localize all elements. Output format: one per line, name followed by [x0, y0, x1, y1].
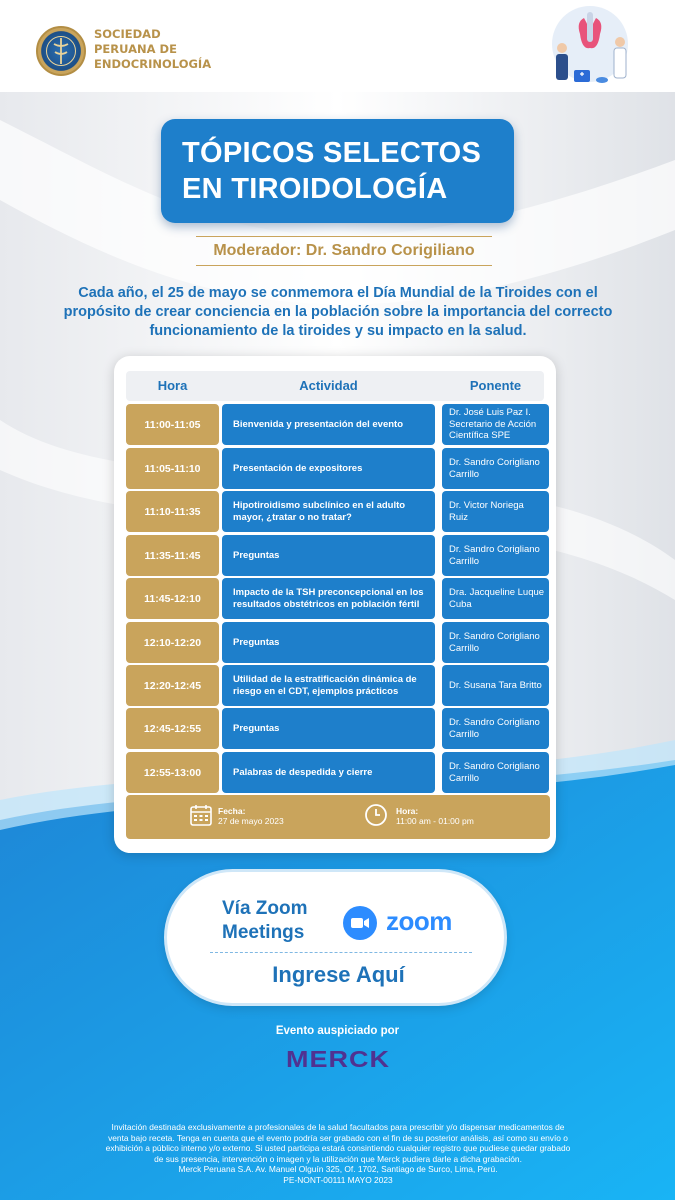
row-activity: Preguntas [222, 622, 435, 663]
schedule-card [114, 356, 556, 853]
legal-line: PE-NONT-00111 MAYO 2023 [283, 1174, 393, 1185]
date-value: 27 de mayo 2023 [218, 816, 284, 826]
calendar-icon [189, 803, 213, 827]
event-title-line2: EN TIROIDOLOGÍA [182, 173, 448, 205]
join-here-link[interactable]: Ingrese Aquí [272, 962, 405, 987]
legal-line: exhibición a público interno y/o externo. Si usted participa estará consintiendo cualquier registro que pudiese quedar grabado [105, 1143, 571, 1154]
divider [210, 952, 472, 953]
schedule-row [126, 752, 550, 793]
legal-line: Invitación destinada exclusivamente a profesionales de la salud facultados para prescribir y/o dispensar medicamentos de [111, 1122, 565, 1132]
row-speaker: Dr. Sandro Corigliano Carrillo [442, 535, 549, 576]
via-zoom-line1: Vía Zoom [222, 898, 308, 919]
date-label: Fecha: [218, 806, 246, 816]
row-time: 12:45-12:55 [126, 708, 219, 749]
sponsor-label: Evento auspiciado por [275, 1025, 400, 1037]
society-seal-icon [36, 26, 86, 76]
legal-line: venta bajo receta. Tenga en cuenta que el evento podría ser grabado con el fin de su posterior análisis, así como su envío o [108, 1132, 568, 1143]
row-time: 11:00-11:05 [126, 404, 219, 445]
header-actividad: Actividad [299, 378, 358, 393]
via-zoom-text [222, 897, 332, 945]
row-time: 12:55-13:00 [126, 752, 219, 793]
zoom-logo-text: zoom [386, 906, 452, 936]
row-speaker: Dr. José Luis Paz I. Secretario de Acción Científica SPE [442, 404, 549, 445]
schedule-row [126, 708, 550, 749]
via-zoom-line2: Meetings [222, 922, 305, 943]
row-speaker: Dr. Susana Tara Britto [442, 665, 549, 706]
row-activity: Bienvenida y presentación del evento [222, 404, 435, 445]
row-speaker: Dr. Sandro Corigliano Carrillo [442, 708, 549, 749]
event-title-line1: TÓPICOS SELECTOS [182, 137, 482, 169]
merck-logo [264, 1043, 412, 1073]
intro-text: Cada año, el 25 de mayo se conmemora el Día Mundial de la Tiroides con el propósito de crear conciencia en la población sobre la importancia del correcto funcionamiento de la tiroides y su impacto en la salud. [63, 285, 613, 339]
row-speaker: Dr. Sandro Corigliano Carrillo [442, 622, 549, 663]
clock-icon [364, 803, 388, 827]
row-activity: Utilidad de la estratificación dinámica de riesgo en el CDT, ejemplos prácticos [222, 665, 435, 706]
event-title [161, 119, 514, 223]
schedule-row [126, 578, 550, 619]
row-activity: Preguntas [222, 708, 435, 749]
row-activity: Presentación de expositores [222, 448, 435, 489]
row-time: 11:10-11:35 [126, 491, 219, 532]
society-name-line3: ENDOCRINOLOGÍA [94, 57, 212, 71]
row-time: 11:35-11:45 [126, 535, 219, 576]
row-speaker: Dr. Sandro Corigliano Carrillo [442, 752, 549, 793]
time-value: 11:00 am - 01:00 pm [396, 816, 474, 826]
thyroid-doctors-illustration [540, 4, 640, 92]
row-speaker: Dr. Sandro Corigliano Carrillo [442, 448, 549, 489]
legal-line: de sus presencia, intervención o imagen y la utilización que Merck pudiera darle a dicha grabación. [154, 1153, 522, 1164]
row-time: 12:20-12:45 [126, 665, 219, 706]
society-name-line1: SOCIEDAD [94, 27, 161, 41]
row-time: 11:45-12:10 [126, 578, 219, 619]
legal-line: Merck Peruana S.A. Av. Manuel Olguín 325, Of. 1702, Santiago de Surco, Lima, Perú. [178, 1164, 498, 1175]
zoom-join-button[interactable] [167, 872, 504, 1003]
row-time: 12:10-12:20 [126, 622, 219, 663]
row-time: 11:05-11:10 [126, 448, 219, 489]
schedule-row [126, 404, 550, 445]
time-label: Hora: [396, 806, 419, 816]
row-speaker: Dra. Jacqueline Luque Cuba [442, 578, 549, 619]
schedule-row [126, 448, 550, 489]
row-activity: Impacto de la TSH preconcepcional en los resultados obstétricos en población fértil [222, 578, 435, 619]
date-time-bar [126, 795, 550, 839]
schedule-row [126, 535, 550, 576]
legal-disclaimer [55, 1122, 621, 1186]
schedule-row [126, 665, 550, 706]
merck-logo-text: MERCK [286, 1046, 390, 1073]
moderator-label: Moderador: Dr. Sandro Corigiliano [196, 236, 492, 266]
schedule-row [126, 491, 550, 532]
society-name [94, 27, 254, 72]
header [0, 0, 675, 92]
row-activity: Preguntas [222, 535, 435, 576]
header-ponente: Ponente [469, 378, 522, 393]
header-hora: Hora [157, 378, 188, 393]
row-activity: Palabras de despedida y cierre [222, 752, 435, 793]
row-activity: Hipotiroidismo subclínico en el adulto mayor, ¿tratar o no tratar? [222, 491, 435, 532]
schedule-header [126, 371, 544, 401]
row-speaker: Dr. Victor Noriega Ruiz [442, 491, 549, 532]
society-name-line2: PERUANA DE [94, 42, 177, 56]
schedule-row [126, 622, 550, 663]
zoom-camera-icon [343, 906, 377, 940]
